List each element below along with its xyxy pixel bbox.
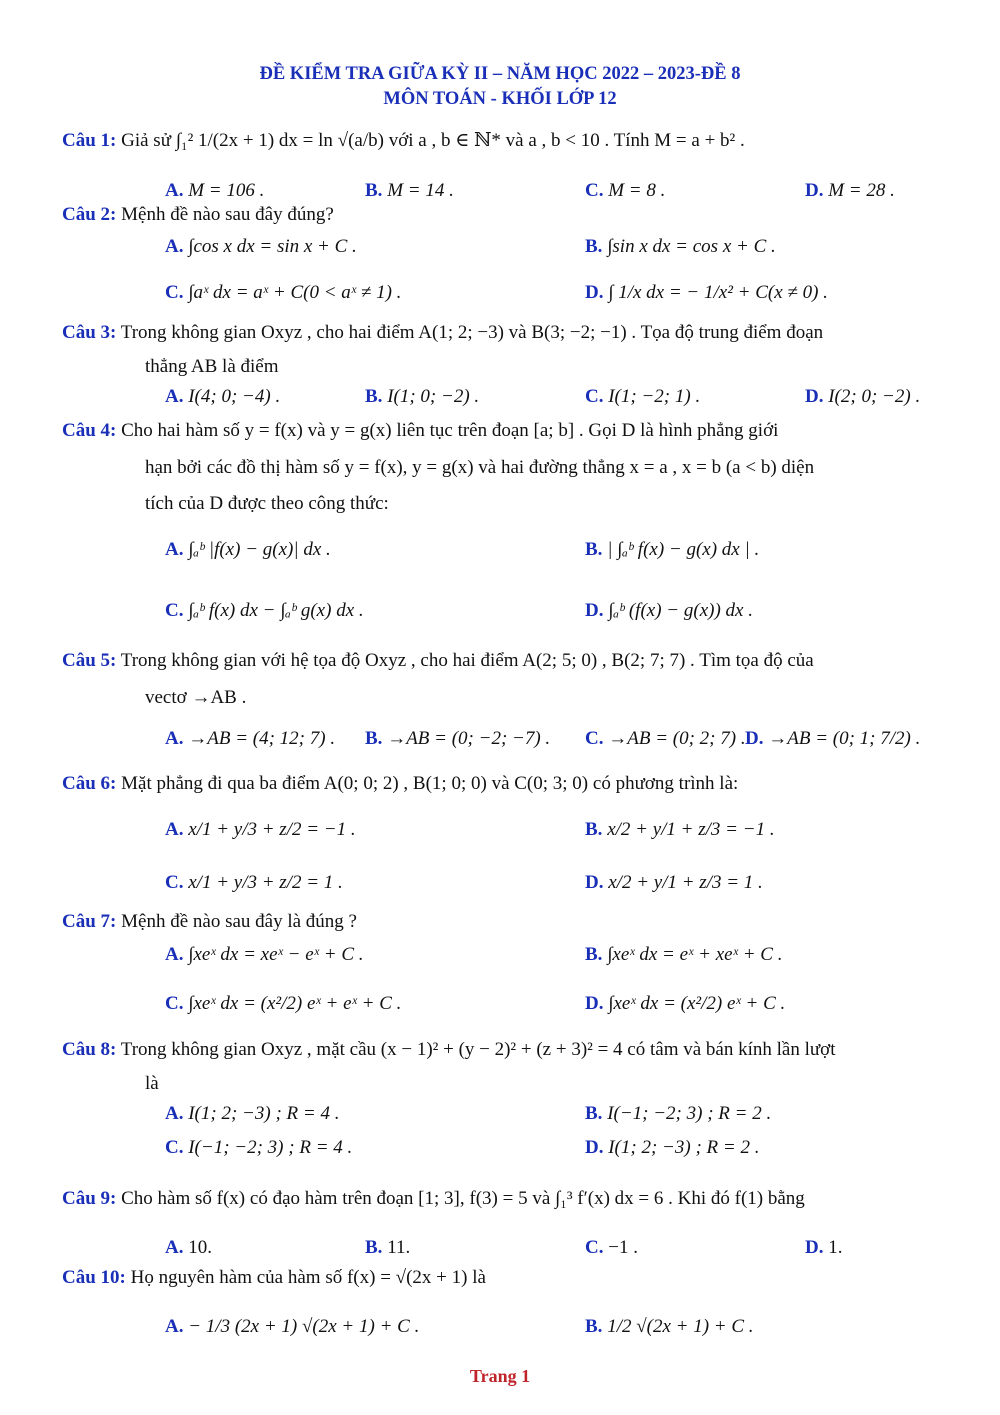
option-a[interactable]: A. − 1/3 (2x + 1) √(2x + 1) + C . <box>165 1316 420 1337</box>
question-text-line: tích của D được theo công thức: <box>145 493 389 514</box>
option-a[interactable]: A. x/1 + y/3 + z/2 = −1 . <box>165 819 356 840</box>
option-d[interactable]: D. 1. <box>805 1237 843 1258</box>
option-a[interactable]: A. ∫ₐᵇ |f(x) − g(x)| dx . <box>165 539 331 560</box>
question-label: Câu 9: <box>62 1188 117 1209</box>
question-text: Trong không gian Oxyz , cho hai điểm A(1; 2; −3) và B(3; −2; −1) . Tọa độ trung điểm đoạn <box>120 322 824 343</box>
question-8 <box>62 1039 836 1062</box>
question-text-line: là <box>145 1073 159 1094</box>
option-b[interactable]: B. M = 14 . <box>365 180 454 201</box>
option-c[interactable]: C. M = 8 . <box>585 180 666 201</box>
option-b[interactable]: B. x/2 + y/1 + z/3 = −1 . <box>585 819 775 840</box>
question-text: Cho hàm số f(x) có đạo hàm trên đoạn [1; 3], f(3) = 5 và ∫₁³ f′(x) dx = 6 . Khi đó f(1) bằng <box>121 1188 805 1209</box>
option-c[interactable]: C. →AB = (0; 2; 7) . <box>585 728 746 749</box>
option-c[interactable]: C. ∫aˣ dx = aˣ + C(0 < aˣ ≠ 1) . <box>165 282 402 303</box>
option-a[interactable]: A. I(4; 0; −4) . <box>165 386 281 407</box>
question-text-line: vectơ →AB . <box>145 687 247 708</box>
page-number: Trang 1 <box>469 1366 531 1386</box>
question-text: Họ nguyên hàm của hàm số f(x) = √(2x + 1) là <box>130 1267 486 1288</box>
question-label: Câu 1: <box>62 130 117 151</box>
question-text: Mệnh đề nào sau đây đúng? <box>121 204 334 225</box>
question-label: Câu 2: <box>62 204 117 225</box>
option-d[interactable]: D. ∫ₐᵇ (f(x) − g(x)) dx . <box>585 600 753 621</box>
option-c[interactable]: C. I(−1; −2; 3) ; R = 4 . <box>165 1137 353 1158</box>
question-text: Giả sử ∫₁² 1/(2x + 1) dx = ln √(a/b) với a , b ∈ ℕ* và a , b < 10 . Tính M = a + b² . <box>121 130 745 151</box>
question-6 <box>62 773 738 796</box>
option-b[interactable]: B. | ∫ₐᵇ f(x) − g(x) dx | . <box>585 539 760 560</box>
option-c[interactable]: C. −1 . <box>585 1237 638 1258</box>
option-d[interactable]: D. I(2; 0; −2) . <box>805 386 921 407</box>
question-10 <box>62 1267 486 1290</box>
exam-title: ĐỀ KIỂM TRA GIỮA KỲ II – NĂM HỌC 2022 – 2023-ĐỀ 8 <box>259 64 741 84</box>
question-9 <box>62 1188 805 1211</box>
question-5 <box>62 650 814 673</box>
question-text: Trong không gian Oxyz , mặt cầu (x − 1)² + (y − 2)² + (z + 3)² = 4 có tâm và bán kính lần lượt <box>120 1039 836 1060</box>
question-text: Mệnh đề nào sau đây là đúng ? <box>121 911 357 932</box>
option-d[interactable]: D. →AB = (0; 1; 7/2) . <box>745 728 921 749</box>
option-a[interactable]: A. 10. <box>165 1237 212 1258</box>
option-a[interactable]: A. ∫xeˣ dx = xeˣ − eˣ + C . <box>165 944 364 965</box>
option-a[interactable]: A. I(1; 2; −3) ; R = 4 . <box>165 1103 340 1124</box>
option-b[interactable]: B. I(1; 0; −2) . <box>365 386 480 407</box>
question-label: Câu 8: <box>62 1039 117 1060</box>
option-d[interactable]: D. I(1; 2; −3) ; R = 2 . <box>585 1137 760 1158</box>
question-label: Câu 7: <box>62 911 117 932</box>
question-label: Câu 10: <box>62 1267 126 1288</box>
question-text: Cho hai hàm số y = f(x) và y = g(x) liên tục trên đoạn [a; b] . Gọi D là hình phẳng giới <box>121 420 779 441</box>
question-text: Trong không gian với hệ tọa độ Oxyz , cho hai điểm A(2; 5; 0) , B(2; 7; 7) . Tìm tọa độ của <box>120 650 814 671</box>
option-b[interactable]: B. 11. <box>365 1237 411 1258</box>
option-a[interactable]: A. →AB = (4; 12; 7) . <box>165 728 336 749</box>
option-c[interactable]: C. ∫ₐᵇ f(x) dx − ∫ₐᵇ g(x) dx . <box>165 600 364 621</box>
question-label: Câu 3: <box>62 322 117 343</box>
exam-subtitle: MÔN TOÁN - KHỐI LỚP 12 <box>383 89 617 109</box>
question-label: Câu 6: <box>62 773 117 794</box>
question-text-line: hạn bởi các đồ thị hàm số y = f(x), y = g(x) và hai đường thẳng x = a , x = b (a < b) diện <box>145 457 815 478</box>
question-3 <box>62 322 823 345</box>
option-b[interactable]: B. 1/2 √(2x + 1) + C . <box>585 1316 754 1337</box>
option-d[interactable]: D. ∫ 1/x dx = − 1/x² + C(x ≠ 0) . <box>585 282 828 303</box>
option-c[interactable]: C. ∫xeˣ dx = (x²/2) eˣ + eˣ + C . <box>165 993 402 1014</box>
option-b[interactable]: B. ∫sin x dx = cos x + C . <box>585 236 776 257</box>
question-text-line: thẳng AB là điểm <box>145 356 279 377</box>
question-text: Mặt phẳng đi qua ba điểm A(0; 0; 2) , B(1; 0; 0) và C(0; 3; 0) có phương trình là: <box>121 773 739 794</box>
option-b[interactable]: B. I(−1; −2; 3) ; R = 2 . <box>585 1103 772 1124</box>
question-label: Câu 4: <box>62 420 117 441</box>
option-d[interactable]: D. ∫xeˣ dx = (x²/2) eˣ + C . <box>585 993 786 1014</box>
question-4 <box>62 420 778 443</box>
option-b[interactable]: B. →AB = (0; −2; −7) . <box>365 728 551 749</box>
option-d[interactable]: D. M = 28 . <box>805 180 895 201</box>
option-b[interactable]: B. ∫xeˣ dx = eˣ + xeˣ + C . <box>585 944 783 965</box>
option-c[interactable]: C. I(1; −2; 1) . <box>585 386 701 407</box>
question-1 <box>62 130 745 153</box>
question-label: Câu 5: <box>62 650 117 671</box>
question-7 <box>62 911 357 934</box>
question-2 <box>62 204 334 227</box>
option-d[interactable]: D. x/2 + y/1 + z/3 = 1 . <box>585 872 763 893</box>
option-a[interactable]: A. M = 106 . <box>165 180 265 201</box>
option-a[interactable]: A. ∫cos x dx = sin x + C . <box>165 236 357 257</box>
option-c[interactable]: C. x/1 + y/3 + z/2 = 1 . <box>165 872 343 893</box>
